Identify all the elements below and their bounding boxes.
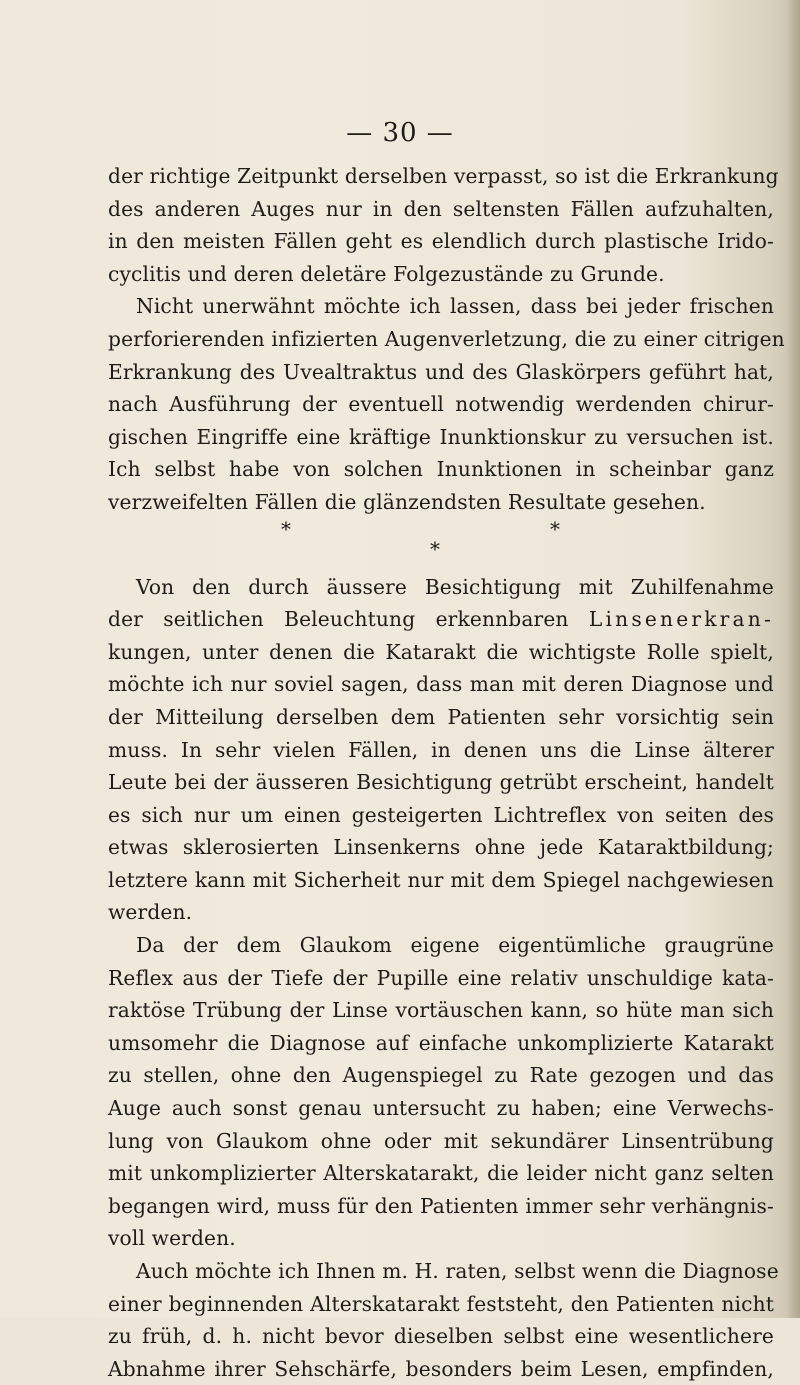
page-number: — 30 — [346,118,454,148]
text-line: Nicht unerwähnt möchte ich lassen, dass bei jeder frischen [136,294,774,319]
section-separator [108,516,774,571]
text-line: mit unkomplizierter Alterskatarakt, die leider nicht ganz selten [108,1161,774,1186]
text-line [108,603,774,636]
text-line: möchte ich nur soviel sagen, dass man mit deren Diagnose und [108,672,774,697]
text-line: zu stellen, ohne den Augenspiegel zu Rate gezogen und das [108,1063,774,1088]
text-line: Leute bei der äusseren Besichtigung getrübt erscheint, handelt [108,770,774,795]
text-line: Auch möchte ich Ihnen m. H. raten, selbst wenn die Diagnose [136,1259,779,1283]
text-line: verzweifelten Fällen die glänzendsten Resultate gesehen. [108,489,706,514]
text-line: es sich nur um einen gesteigerten Lichtreflex von seiten des [108,802,774,827]
text-line: zu früh, d. h. nicht bevor dieselben selbst eine wesentlichere [108,1324,774,1349]
text-line: gischen Eingriffe eine kräftige Inunktionskur zu versuchen ist. [108,424,774,449]
text-line: kungen, unter denen die Katarakt die wichtigste Rolle spielt, [108,639,774,664]
text-line: in den meisten Fällen geht es elendlich durch plastische Irido- [108,229,774,254]
separator-star: * [550,516,560,541]
text-line: einer beginnenden Alterskatarakt feststeht, den Patienten nicht [108,1291,774,1316]
text-line: der richtige Zeitpunkt derselben verpasst, so ist die Erkrankung [108,164,779,188]
emphasized-term: Linsenerkran- [588,607,774,632]
text-fragment: der seitlichen Beleuchtung erkennbaren [108,607,569,632]
text-line: Erkrankung des Uvealtraktus und des Glaskörpers geführt hat, [108,359,774,384]
text-line: etwas sklerosierten Linsenkerns ohne jede Kataraktbildung; [108,835,774,860]
text-line: begangen wird, muss für den Patienten immer sehr verhängnis- [108,1193,774,1218]
text-line: Abnahme ihrer Sehschärfe, besonders beim Lesen, empfinden, [108,1356,774,1381]
separator-star: * [281,516,291,541]
text-line: perforierenden infizierten Augenverletzung, die zu einer citrigen [108,326,785,351]
text-line: lung von Glaukom ohne oder mit sekundärer Linsentrübung [108,1128,774,1153]
text-line: Auge auch sonst genau untersucht zu haben; eine Verwechs- [108,1096,774,1121]
separator-star: * [430,536,440,561]
text-line: des anderen Auges nur in den seltensten Fällen aufzuhalten, [108,196,774,221]
text-line: Reflex aus der Tiefe der Pupille eine relativ unschuldige kata- [108,965,774,990]
text-line: Da der dem Glaukom eigene eigentümliche graugrüne [136,933,774,958]
body-text [108,160,785,1385]
text-line: Von den durch äussere Besichtigung mit Zuhilfenahme [136,574,774,599]
text-line: Ich selbst habe von solchen Inunktionen in scheinbar ganz [108,457,774,482]
text-line: letztere kann mit Sicherheit nur mit dem Spiegel nachgewiesen [108,867,774,892]
text-line: umsomehr die Diagnose auf einfache unkomplizierte Katarakt [108,1030,774,1055]
text-line: werden. [108,900,193,925]
text-line: raktöse Trübung der Linse vortäuschen kann, so hüte man sich [108,998,774,1023]
page-edge-shadow [786,0,800,1318]
text-line: muss. In sehr vielen Fällen, in denen uns die Linse älterer [108,737,774,762]
text-line: cyclitis und deren deletäre Folgezustände zu Grunde. [108,261,665,286]
text-line: nach Ausführung der eventuell notwendig werdenden chirur- [108,392,774,417]
text-line: voll werden. [108,1226,236,1251]
text-line: der Mitteilung derselben dem Patienten sehr vorsichtig sein [108,704,774,729]
